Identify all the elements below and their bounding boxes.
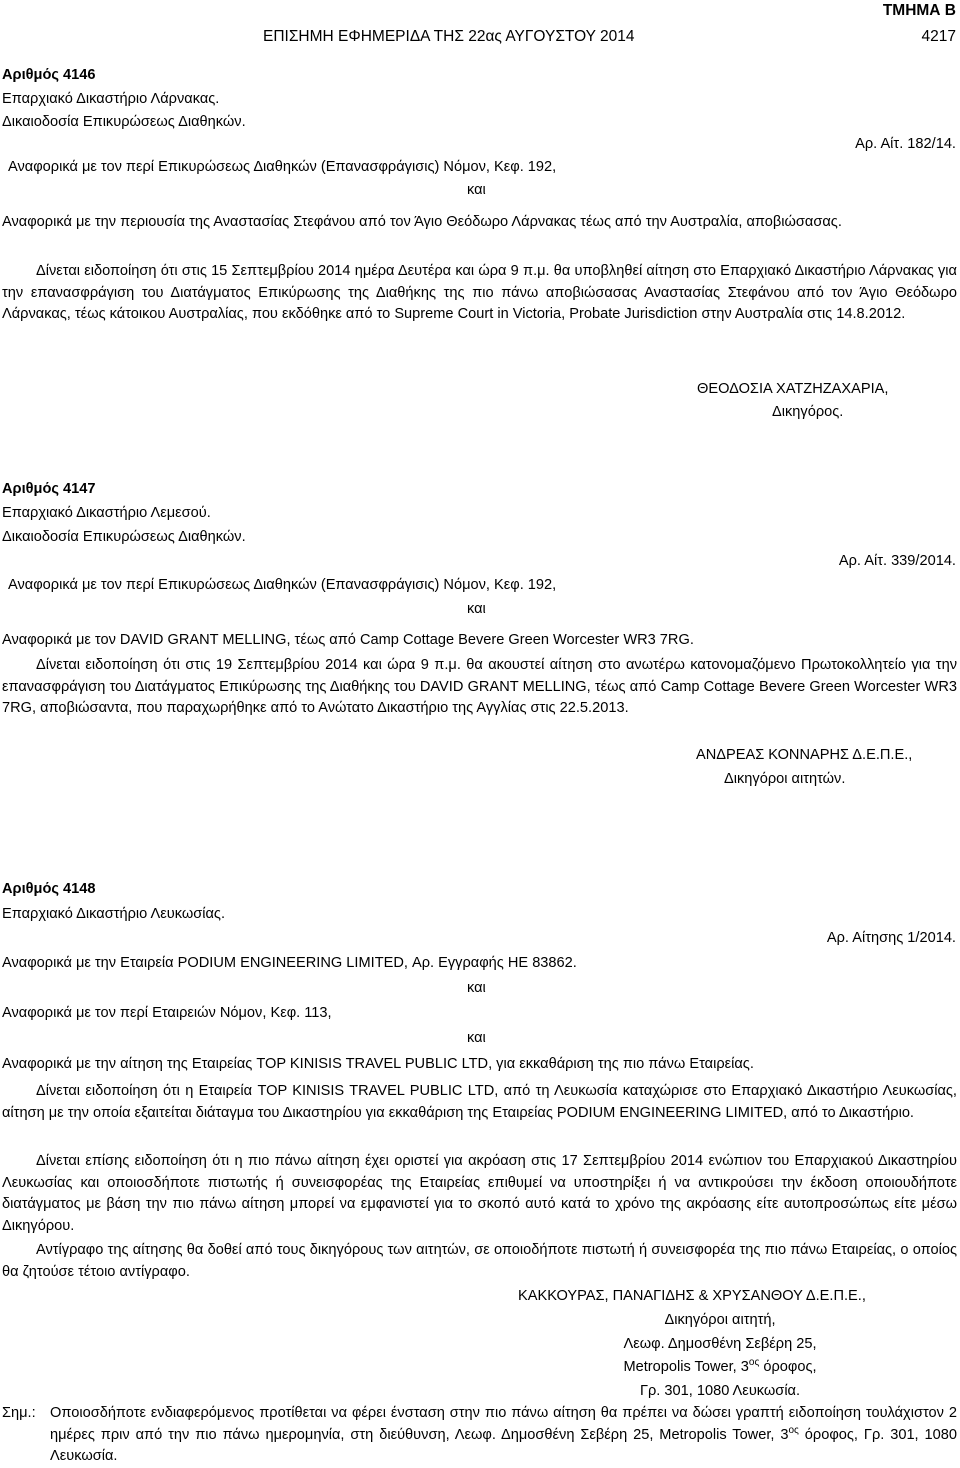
address-line-3: Γρ. 301, 1080 Λευκωσία. [639, 1382, 801, 1399]
conjunction: και [467, 182, 486, 198]
notice-body-3: Αντίγραφο της αίτησης θα δοθεί από τους δικηγόρους των αιτητών, σε οποιοδήποτε πιστωτή ή συνεισφορέα της πιο πάνω Εταιρείας, ο οποίος θα ζητούσε τέτοιο αντίγραφο. [2, 1242, 957, 1280]
signatory-role: Δικηγόρος. [772, 404, 844, 420]
law-reference: Αναφορικά με τον περί Επικυρώσεως Διαθηκών (Επανασφράγισις) Νόμον, Κεφ. 192, [8, 577, 557, 593]
gazette-title: ΕΠΙΣΗΜΗ ΕΦΗΜΕΡΙΔΑ ΤΗΣ 22ας ΑΥΓΟΥΣΤΟΥ 2014 [263, 28, 635, 45]
conjunction: και [467, 980, 486, 996]
notice-number: Αριθμός 4148 [2, 881, 96, 897]
signatory-name: ΚΑΚΚΟΥΡΑΣ, ΠΑΝΑΓΙΔΗΣ & ΧΡΥΣΑΝΘΟΥ Δ.Ε.Π.Ε., [518, 1288, 866, 1304]
section-label: ΤΜΗΜΑ Β [882, 2, 956, 19]
notice-number: Αριθμός 4146 [2, 67, 96, 83]
address-line-2: Metropolis Tower, $3^{o\varsigma}$ όροφος, [623, 1357, 817, 1375]
signatory-role: Δικηγόροι αιτητή, [664, 1312, 776, 1328]
application-ref: Αρ. Αίτ. 339/2014. [838, 553, 956, 569]
notice-number: Αριθμός 4147 [2, 481, 96, 497]
conjunction: και [467, 601, 486, 617]
signatory-name: ΘΕΟΔΟΣΙΑ ΧΑΤΖΗΖΑΧΑΡΙΑ, [697, 381, 889, 397]
notice-body-1: Δίνεται ειδοποίηση ότι η Εταιρεία TOP KINISIS TRAVEL PUBLIC LTD, από τη Λευκωσία καταχώρισε στο Επαρχιακό Δικαστήριο Λευκωσίας, αίτηση με την οποία εξαιτείται διάταγμα του Δικαστηρίου για εκκαθάριση της Εταιρείας PODIUM ENGINEERING LIMITED, από το Δικαστήριο. [2, 1083, 957, 1121]
notice-body: Δίνεται ειδοποίηση ότι στις 19 Σεπτεμβρίου 2014 και ώρα 9 π.μ. θα ακουστεί αίτηση στο ανωτέρω κατονομαζόμενο Πρωτοκολλητείο για την επανασφράγιση του Διατάγματος Επικύρωσης της Διαθήκης του DAVID GRANT MELLING, τέως από Camp Cottage Bevere Green Worcester WR3 7RG, αποβιώσαντα, που παραχωρήθηκε από το Ανώτατο Δικαστήριο της Αγγλίας στις 22.5.2013. [2, 657, 957, 716]
page-number: 4217 [921, 28, 956, 45]
application-ref: Αρ. Αίτησης 1/2014. [826, 930, 956, 946]
law-reference: Αναφορικά με τον περί Εταιρειών Νόμον, Κεφ. 113, [2, 1005, 332, 1021]
estate-reference: Αναφορικά με την περιουσία της Αναστασίας Στεφάνου από τον Άγιο Θεόδωρο Λάρνακας τέως από την Αυστραλία, αποβιώσασας. [2, 214, 842, 230]
signatory-name: ΑΝΔΡΕΑΣ ΚΟΝΝΑΡΗΣ Δ.Ε.Π.Ε., [696, 747, 913, 763]
address-line-1: Λεωφ. Δημοσθένη Σεβέρη 25, [623, 1335, 817, 1352]
application-ref: Αρ. Αίτ. 182/14. [855, 136, 956, 152]
application-reference: Αναφορικά με την αίτηση της Εταιρείας TOP KINISIS TRAVEL PUBLIC LTD, για εκκαθάριση της πιο πάνω Εταιρείας. [2, 1056, 754, 1072]
court-name: Επαρχιακό Δικαστήριο Λάρνακας. [2, 91, 220, 107]
signatory-block [560, 1310, 880, 1402]
note-label: Σημ.: [2, 1405, 36, 1421]
estate-reference: Αναφορικά με τον DAVID GRANT MELLING, τέως από Camp Cottage Bevere Green Worcester WR3 7RG. [2, 632, 694, 648]
law-reference: Αναφορικά με τον περί Επικυρώσεως Διαθηκών (Επανασφράγισις) Νόμον, Κεφ. 192, [8, 159, 557, 175]
conjunction: και [467, 1030, 486, 1046]
notice-body: Δίνεται ειδοποίηση ότι στις 15 Σεπτεμβρίου 2014 ημέρα Δευτέρα και ώρα 9 π.μ. θα υποβληθεί αίτηση στο Επαρχιακό Δικαστήριο Λάρνακας για την επανασφράγιση του Διατάγματος Επικύρωσης της Διαθήκης της πιο πάνω αποβιώσασας Αναστασίας Στεφάνου από τον Άγιο Θεόδωρο Λάρνακας, τέως κάτοικου Αυστραλίας, που εκδόθηκε από το Supreme Court in Victoria, Probate Jurisdiction στην Αυστραλία στις 14.8.2012. [2, 263, 957, 322]
notice-body-2: Δίνεται επίσης ειδοποίηση ότι η πιο πάνω αίτηση έχει οριστεί για ακρόαση στις 17 Σεπτεμβρίου 2014 ενώπιον του Επαρχιακού Δικαστηρίου Λευκωσίας και οποιοσδήποτε πιστωτής ή συνεισφορέας της Εταιρείας επιθυμεί να υποστηρίξει ή να αντικρούσει την έκδοση οποιουδήποτε διατάγματος με βάση την πιο πάνω αίτηση μπορεί να εμφανιστεί για το σκοπό αυτό κατά το χρόνο της ακρόασης είτε αυτοπροσώπως είτε μέσω Δικηγόρου. [2, 1153, 957, 1234]
court-name: Επαρχιακό Δικαστήριο Λεμεσού. [2, 505, 211, 521]
jurisdiction: Δικαιοδοσία Επικυρώσεως Διαθηκών. [2, 529, 246, 545]
company-reference: Αναφορικά με την Εταιρεία PODIUM ENGINEERING LIMITED, Αρ. Εγγραφής ΗΕ 83862. [2, 955, 577, 971]
signatory-role: Δικηγόροι αιτητών. [724, 771, 846, 787]
court-name: Επαρχιακό Δικαστήριο Λευκωσίας. [2, 906, 226, 922]
note-text: Οποιοσδήποτε ενδιαφερόμενος προτίθεται να φέρει ένσταση στην πιο πάνω αίτηση θα πρέπει να δώσει γραπτή ειδοποίηση τουλάχιστον 2 ημέρες πριν από την πιο πάνω ημερομηνία, στη διεύθυνση, Λεωφ. Δημοσθένη Σεβέρη 25, Metropolis Tower, $3^{o\varsigma}$ όροφος, Γρ. 301, 1080 Λευκωσία. [50, 1405, 957, 1464]
jurisdiction: Δικαιοδοσία Επικυρώσεως Διαθηκών. [2, 114, 246, 130]
